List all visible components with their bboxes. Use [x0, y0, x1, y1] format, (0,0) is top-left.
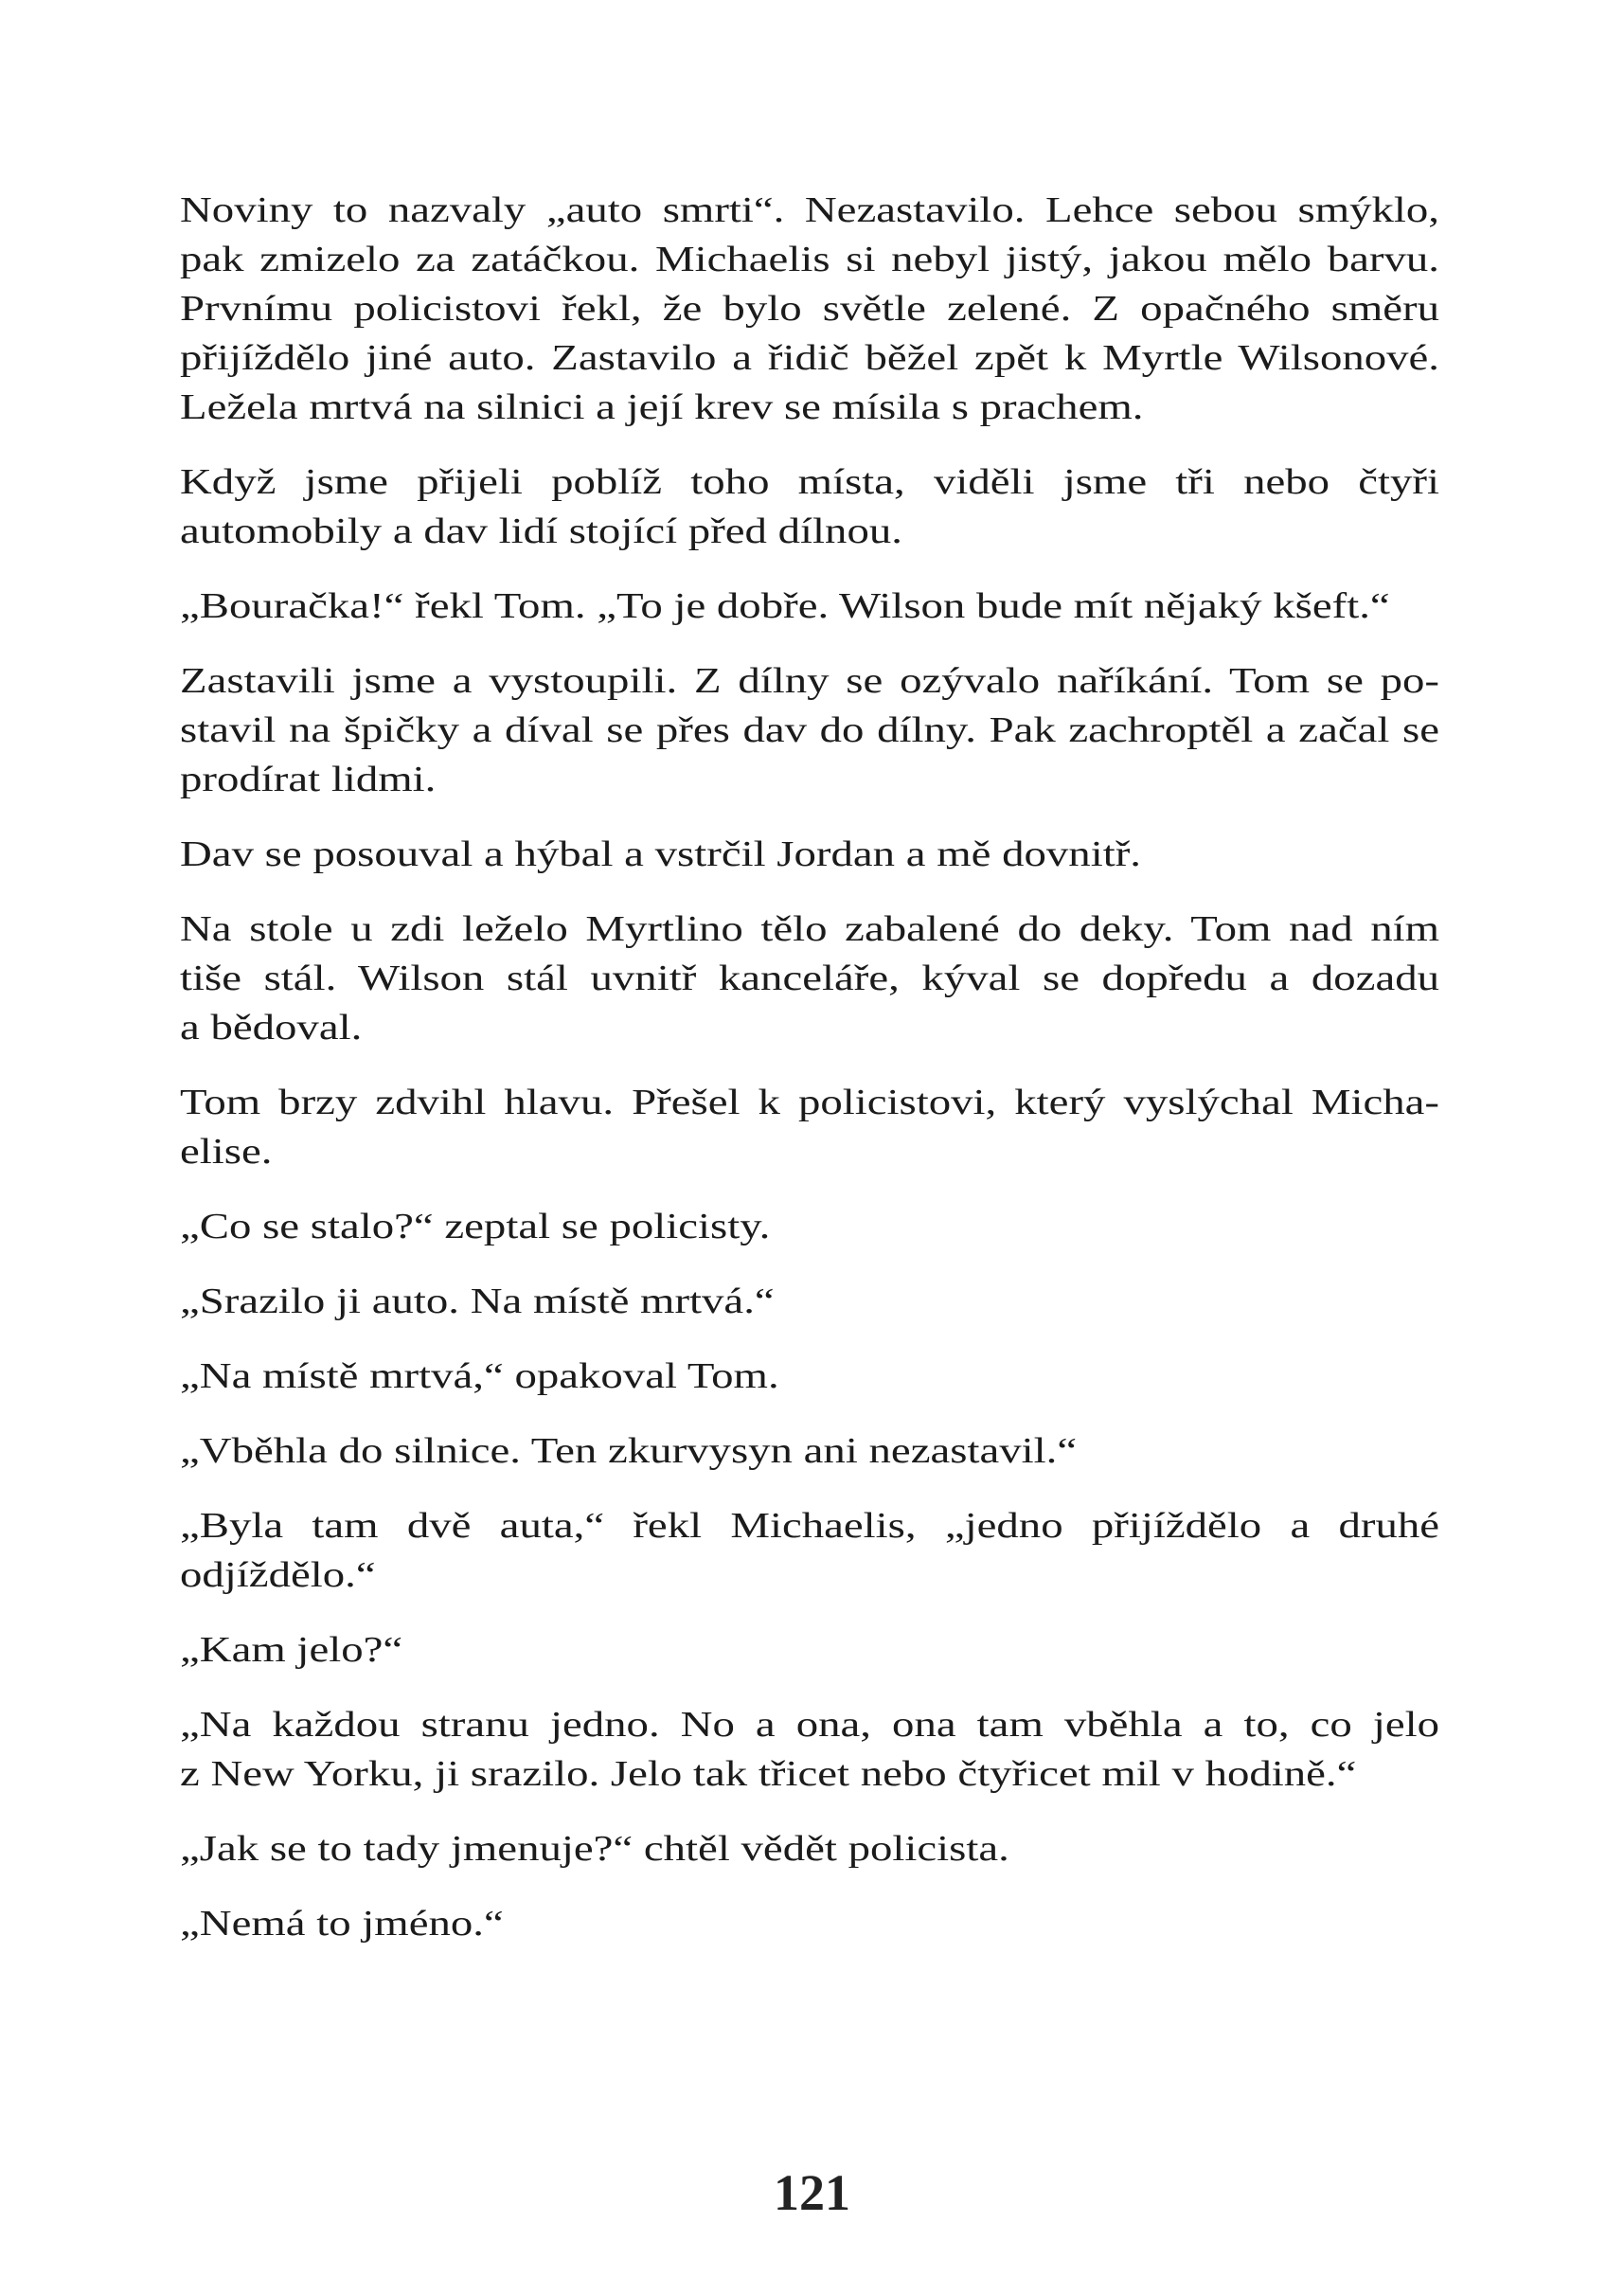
text-line: „Bouračka!“ řekl Tom. „To je dobře. Wilson bude mít nějaký kšeft.“	[180, 586, 1390, 626]
text-line: „Co se stalo?“ zeptal se policisty.	[180, 1207, 771, 1246]
paragraph	[180, 1277, 1203, 1326]
text-line: Noviny to nazvaly „auto smrti“. Nezastavilo. Lehce sebou smýklo,	[180, 190, 1440, 230]
paragraph	[180, 1426, 1203, 1476]
text-line: stavil na špičky a díval se přes dav do dílny. Pak zachroptěl a začal se	[180, 710, 1440, 750]
text-line: „Byla tam dvě auta,“ řekl Michaelis, „jedno přijíždělo a druhé	[180, 1506, 1440, 1546]
paragraph	[180, 656, 1440, 804]
text-line: a bědoval.	[180, 1008, 363, 1048]
text-line: tiše stál. Wilson stál uvnitř kanceláře, kýval se dopředu a dozadu	[180, 959, 1440, 998]
text-line: „Vběhla do silnice. Ten zkurvysyn ani nezastavil.“	[180, 1431, 1078, 1471]
text-line: prodírat lidmi.	[180, 760, 437, 799]
text-line: Zastavili jsme a vystoupili. Z dílny se ozývalo naříkání. Tom se po-	[180, 661, 1440, 701]
paragraph	[180, 1700, 1440, 1799]
paragraph	[180, 1625, 1203, 1675]
paragraph	[180, 905, 1440, 1052]
page-number: 121	[774, 2164, 850, 2221]
paragraph	[180, 1501, 1440, 1600]
paragraph	[180, 830, 1203, 879]
paragraph	[180, 1899, 1203, 1948]
text-line: „Nemá to jméno.“	[180, 1904, 504, 1944]
text-line: „Kam jelo?“	[180, 1630, 403, 1670]
paragraph	[180, 1352, 1203, 1401]
text-line: odjíždělo.“	[180, 1555, 376, 1595]
text-line: Prvnímu policistovi řekl, že bylo světle zelené. Z opačného směru	[180, 289, 1440, 329]
paragraph	[180, 582, 1390, 631]
paragraph	[180, 186, 1440, 432]
text-line: Tom brzy zdvihl hlavu. Přešel k policistovi, který vyslýchal Micha-	[180, 1083, 1440, 1122]
paragraph	[180, 1202, 1203, 1251]
text-line: automobily a dav lidí stojící před dílnou.	[180, 511, 902, 551]
page-footer	[0, 2164, 1624, 2221]
paragraph	[180, 1824, 1203, 1873]
text-line: z New Yorku, ji srazilo. Jelo tak třicet nebo čtyřicet mil v hodině.“	[180, 1754, 1357, 1794]
paragraph	[180, 1078, 1440, 1176]
text-line: Když jsme přijeli poblíž toho místa, viděli jsme tři nebo čtyři	[180, 462, 1440, 502]
text-line: „Na místě mrtvá,“ opakoval Tom.	[180, 1356, 779, 1396]
text-line: Na stole u zdi leželo Myrtlino tělo zabalené do deky. Tom nad ním	[180, 909, 1440, 949]
text-line: pak zmizelo za zatáčkou. Michaelis si nebyl jistý, jakou mělo barvu.	[180, 240, 1440, 279]
page-text	[180, 186, 1440, 1948]
text-line: Ležela mrtvá na silnici a její krev se mísila s prachem.	[180, 387, 1144, 427]
text-line: „Srazilo ji auto. Na místě mrtvá.“	[180, 1281, 775, 1321]
text-line: „Na každou stranu jedno. No a ona, ona tam vběhla a to, co jelo	[180, 1705, 1440, 1745]
text-line: Dav se posouval a hýbal a vstrčil Jordan a mě dovnitř.	[180, 834, 1141, 874]
text-line: přijíždělo jiné auto. Zastavilo a řidič běžel zpět k Myrtle Wilsonové.	[180, 338, 1440, 378]
text-line: „Jak se to tady jmenuje?“ chtěl vědět policista.	[180, 1829, 1009, 1869]
paragraph	[180, 457, 1440, 556]
text-line: elise.	[180, 1132, 273, 1172]
